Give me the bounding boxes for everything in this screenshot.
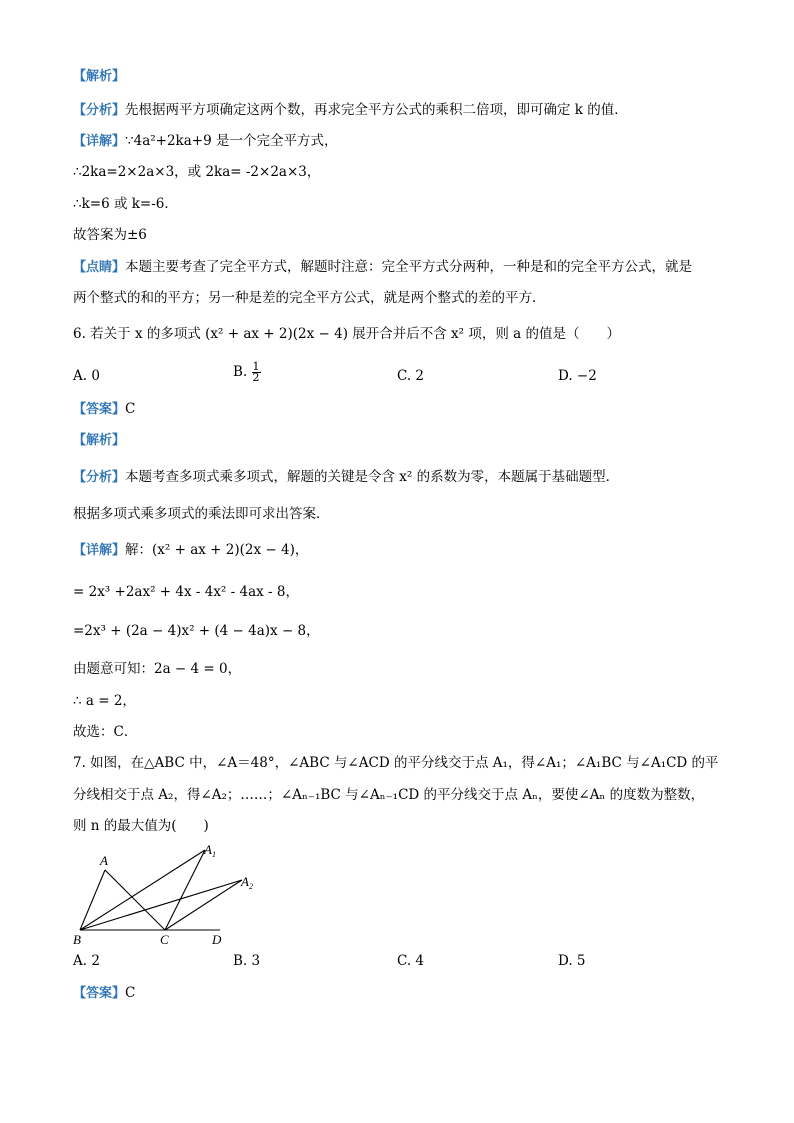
q5-comment-line1: 本题主要考查了完全平方式，解题时注意：完全平方式分两种，一种是和的完全平方公式，就是	[125, 259, 693, 275]
q6-step1: = 2x³ +2ax² + 4x - 4x² - 4ax - 8，	[73, 584, 299, 600]
q5-comment: 【点睛】本题主要考查了完全平方式，解题时注意：完全平方式分两种，一种是和的完全平方公式，就是	[73, 259, 693, 275]
q5-comment-line2: 两个整式的和的平方；另一种是差的完全平方公式，就是两个整式的差的平方．	[73, 290, 546, 306]
label-b: B	[73, 932, 81, 947]
label-a1: $A_1$	[204, 842, 216, 859]
label-d: D	[212, 932, 222, 947]
q7-stem-line2: 分线相交于点 A₂，得∠A₂；……；∠Aₙ₋₁BC 与∠Aₙ₋₁CD 的平分线交于点 Aₙ，要使∠Aₙ 的度数为整数，	[73, 787, 705, 803]
q5-detail: 【详解】∵4a²+2ka+9 是一个完全平方式，	[73, 133, 338, 149]
q6-analysis-text: 本题考查多项式乘多项式，解题的关键是令含 x² 的系数为零，本题属于基础题型．	[125, 469, 620, 485]
analysis-heading-q6: 【解析】	[73, 433, 126, 448]
segment-ca2	[165, 880, 242, 930]
q6-method: 根据多项式乘多项式的乘法即可求出答案．	[73, 506, 330, 522]
label-c: C	[160, 932, 169, 947]
label-a: A	[100, 853, 108, 868]
analysis-heading-q5: 【解析】	[73, 69, 126, 84]
q6-detail-line1: 解：(x² + ax + 2)(2x − 4)，	[125, 542, 309, 558]
q6-step4: ∴ a = 2，	[73, 693, 136, 709]
q6-detail: 【详解】解：(x² + ax + 2)(2x − 4)，	[73, 542, 309, 558]
segment-ba2	[80, 880, 242, 930]
q6-option-b: B. $\frac{1}{2}$	[233, 360, 260, 384]
segment-ba1	[80, 850, 205, 930]
q5-analysis: 【分析】先根据两平方项确定这两个数，再求完全平方公式的乘积二倍项，即可确定 k 的值．	[73, 102, 628, 118]
q5-analysis-text: 先根据两平方项确定这两个数，再求完全平方公式的乘积二倍项，即可确定 k 的值．	[125, 102, 628, 118]
q6-option-a: A. 0	[73, 368, 100, 384]
q5-line2: ∴2ka=2×2a×3，或 2ka= -2×2a×3，	[73, 164, 321, 180]
q6-answer-value: C	[125, 401, 136, 417]
segment-ac	[105, 870, 165, 930]
segment-ca1	[165, 850, 205, 930]
q6-step2: =2x³ + (2a − 4)x² + (4 − 4a)x − 8，	[73, 623, 320, 639]
q6-answer: 【答案】C	[73, 401, 136, 417]
q6-analysis: 【分析】本题考查多项式乘多项式，解题的关键是令含 x² 的系数为零，本题属于基础题型．	[73, 469, 620, 485]
q7-answer-value: C	[125, 985, 136, 1001]
q6-stem: 6. 若关于 x 的多项式 (x² + ax + 2)(2x − 4) 展开合并后不含 x² 项，则 a 的值是（ ）	[73, 326, 621, 342]
q6-option-d: D. −2	[558, 368, 597, 384]
q5-line4: 故答案为±6	[73, 227, 147, 243]
q7-option-b: B. 3	[233, 953, 261, 969]
q6-option-c: C. 2	[397, 368, 425, 384]
q7-answer: 【答案】C	[73, 985, 136, 1001]
q7-stem-line1: 7. 如图，在△ABC 中，∠A＝48°，∠ABC 与∠ACD 的平分线交于点 A₁，得∠A₁；∠A₁BC 与∠A₁CD 的平	[73, 755, 719, 771]
fraction-one-half: $\frac{1}{2}$	[252, 360, 260, 384]
q6-step3: 由题意可知：2a − 4 = 0，	[73, 661, 242, 677]
q5-line3: ∴k=6 或 k=-6．	[73, 196, 178, 212]
label-a2: $A_2$	[241, 874, 253, 891]
q6-step5: 故选：C．	[73, 724, 138, 740]
q5-detail-line1: ∵4a²+2ka+9 是一个完全平方式，	[125, 133, 338, 149]
triangle-bisector-figure	[70, 838, 270, 950]
q7-option-a: A. 2	[73, 953, 100, 969]
segment-ba	[80, 870, 105, 930]
q7-option-d: D. 5	[558, 953, 586, 969]
q7-option-c: C. 4	[397, 953, 425, 969]
q7-stem-line3: 则 n 的最大值为( )	[73, 818, 209, 834]
